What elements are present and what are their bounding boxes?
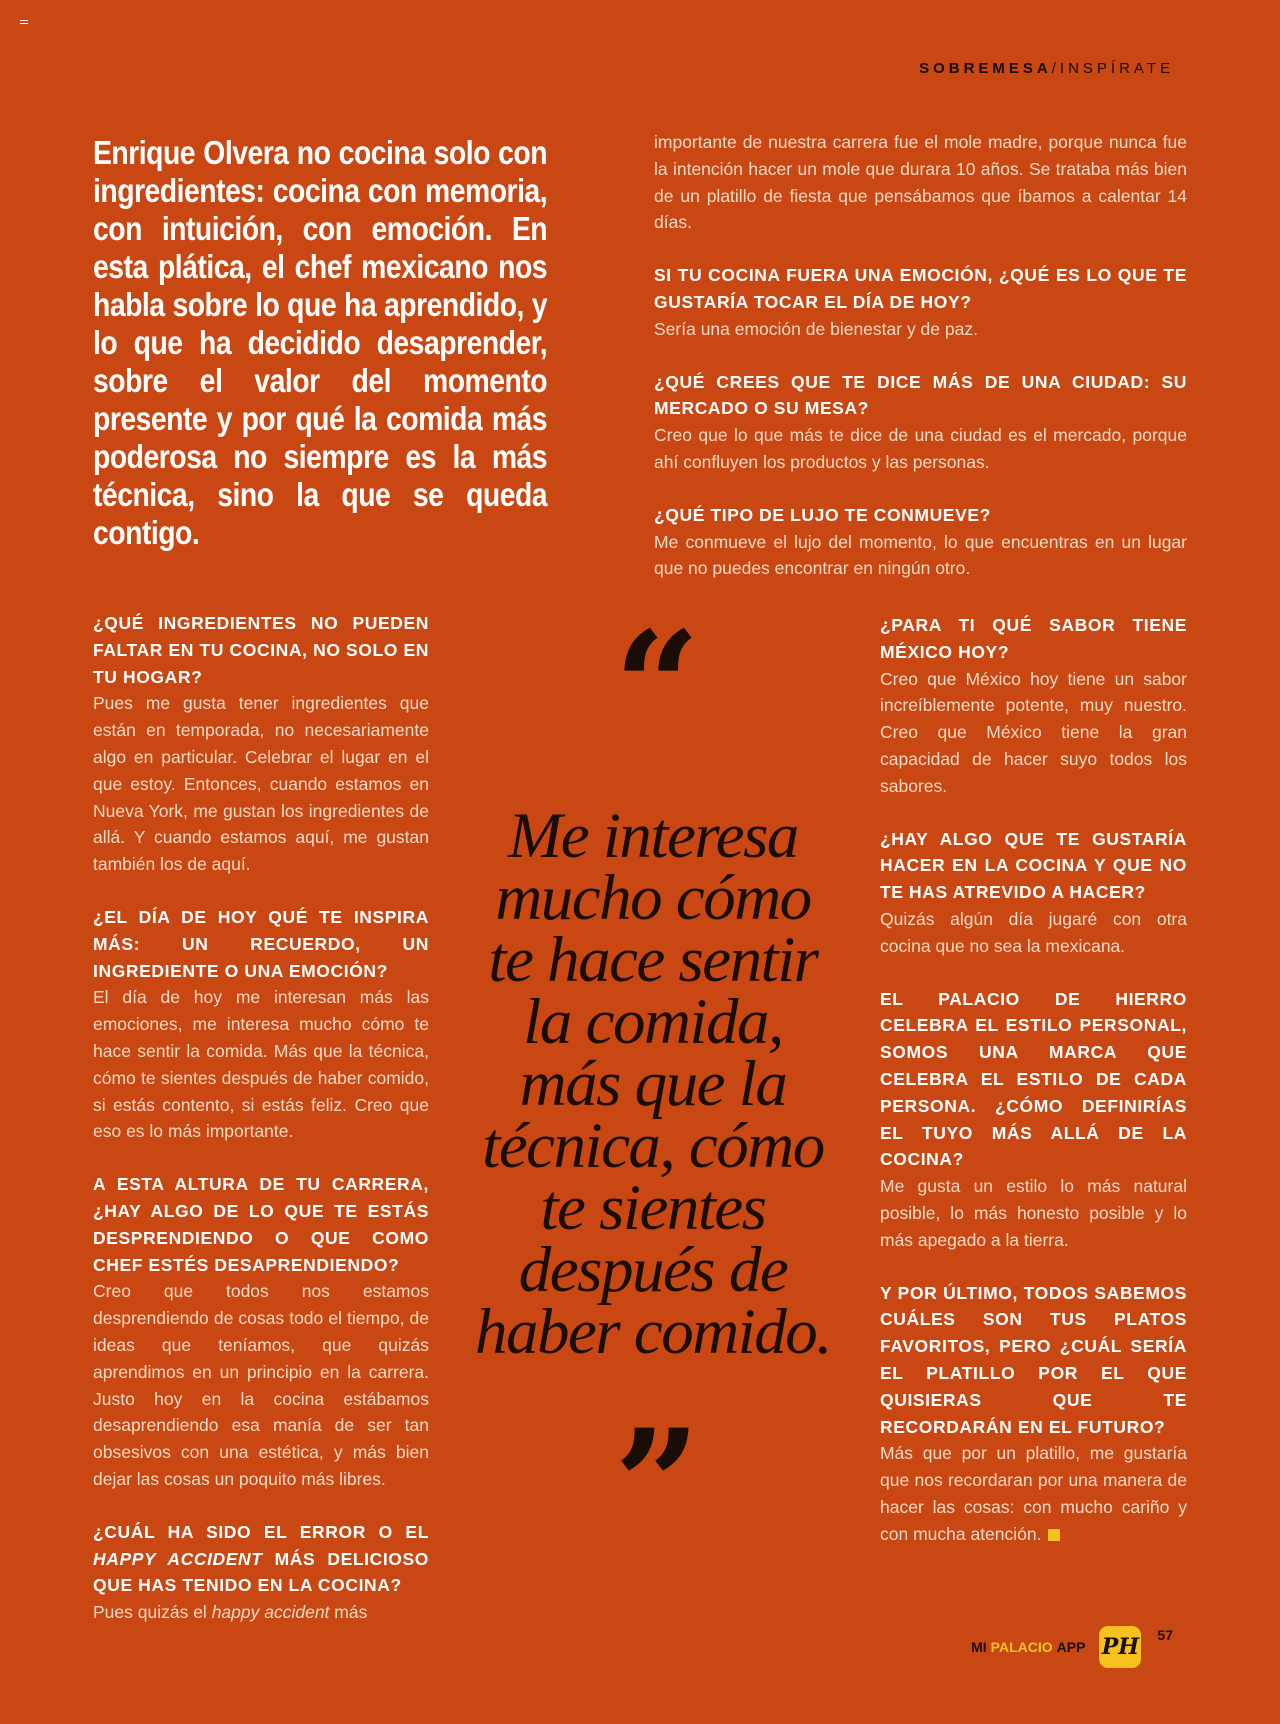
open-quote-mark: “ [614,599,701,775]
footer-palacio: PALACIO [990,1639,1053,1655]
answer [93,1599,429,1626]
question: A ESTA ALTURA DE TU CARRERA, ¿HAY ALGO DE LO QUE TE ESTÁS DESPRENDIENDO O QUE COMO CHEF ESTÉS DESAPRENDIENDO? [93,1174,429,1275]
answer: Me conmueve el lujo del momento, lo que encuentras en un lugar que no puedes encontrar en ningún otro. [654,531,1187,579]
column-right [880,612,1187,1548]
page-number: 57 [1157,1627,1173,1643]
answer-text: Más que por un platillo, me gustaría que nos recordaran por una manera de hacer las cosas: con mucho cariño y con mucha atención. [880,1443,1187,1544]
intro-paragraph: Enrique Olvera no cocina solo con ingredientes: cocina con memoria, con intuición, con emoción. En esta plática, el chef mexicano nos habla sobre lo que ha aprendido, y lo que ha decidido desaprender, sobre el valor del momento presente y por qué la comida más poderosa no siempre es la más técnica, sino la que se queda contigo. [93,134,548,551]
answer-final [880,1440,1187,1547]
section-separator: / [1051,60,1060,77]
answer: Creo que todos nos estamos desprendiendo de cosas todo el tiempo, de ideas que teníamos, que quizás aprendimos en un principio en la carrera. Justo hoy en la cocina estábamos desaprendiendo esa manía de ser tan obsesivos con una estética, y más bien dejar las cosas un poquito más libres. [93,1281,429,1489]
question: ¿EL DÍA DE HOY QUÉ TE INSPIRA MÁS: UN RECUERDO, UN INGREDIENTE O UNA EMOCIÓN? [93,906,429,981]
question: EL PALACIO DE HIERRO CELEBRA EL ESTILO PERSONAL, SOMOS UNA MARCA QUE CELEBRA EL ESTILO DE CADA PERSONA. ¿CÓMO DEFINIRÍAS EL TUYO MÁS ALLÁ DE LA COCINA? [880,988,1187,1170]
question: Y POR ÚLTIMO, TODOS SABEMOS CUÁLES SON TUS PLATOS FAVORITOS, PERO ¿CUÁL SERÍA EL PLATILLO POR EL QUE QUISIERAS QUE TE RECORDARÁN EN EL FUTURO? [880,1282,1187,1437]
question: ¿PARA TI QUÉ SABOR TIENE MÉXICO HOY? [880,615,1187,662]
question-italic: HAPPY ACCIDENT [93,1548,263,1569]
question: ¿QUÉ CREES QUE TE DICE MÁS DE UNA CIUDAD: SU MERCADO O SU MESA? [654,371,1187,419]
column-top-right [654,129,1187,582]
close-quote-mark: ” [614,1397,701,1573]
question: ¿QUÉ TIPO DE LUJO TE CONMUEVE? [654,504,991,525]
answer-italic: happy accident [211,1602,330,1623]
section-label: SOBREMESA [919,60,1052,77]
answer: Creo que México hoy tiene un sabor increíblemente potente, muy nuestro. Creo que México tiene la gran capacidad de hacer suyo todos los sabores. [880,668,1187,796]
palacio-app-icon[interactable] [1099,1626,1141,1668]
answer: Sería una emoción de bienestar y de paz. [654,318,978,339]
question-part: MÁS DELICIOSO QUE HAS TENIDO EN LA COCINA? [93,1548,429,1596]
question: ¿QUÉ INGREDIENTES NO PUEDEN FALTAR EN TU COCINA, NO SOLO EN TU HOGAR? [93,613,429,687]
answer-part: más [329,1602,368,1623]
question: ¿HAY ALGO QUE TE GUSTARÍA HACER EN LA COCINA Y QUE NO TE HAS ATREVIDO A HACER? [880,828,1187,903]
footer [971,1625,1173,1669]
footer-mi: MI [971,1639,987,1655]
answer-continuation: importante de nuestra carrera fue el mole madre, porque nunca fue la intención hacer un mole que durara 10 años. Se trataba más bien de un platillo de fiesta que pensábamos que íbamos a calentar 14 días. [654,132,1187,233]
corner-mark [20,20,28,26]
app-icon-letters: PH [1101,1634,1140,1660]
answer: Creo que lo que más te dice de una ciudad es el mercado, porque ahí confluyen los productos y las personas. [654,425,1187,472]
subsection-label: INSPÍRATE [1059,60,1174,77]
end-mark-icon [1048,1529,1060,1541]
column-left [93,610,429,1626]
section-header [919,60,1174,77]
answer: Me gusta un estilo lo más natural posible, lo más honesto posible y lo más apegado a la tierra. [880,1176,1187,1250]
answer: Pues me gusta tener ingredientes que están en temporada, no necesariamente algo en particular. Celebrar el lugar en el que estoy. Entonces, cuando estamos en Nueva York, me gustan los ingredientes de allá. Y cuando estamos aquí, me gustan también los de aquí. [93,693,429,875]
question: SI TU COCINA FUERA UNA EMOCIÓN, ¿QUÉ ES LO QUE TE GUSTARÍA TOCAR EL DÍA DE HOY? [654,265,1187,312]
question-part: ¿CUÁL HA SIDO EL ERROR O EL [93,1521,429,1542]
footer-app: APP [1056,1639,1086,1655]
answer-part: Pues quizás el [93,1602,212,1623]
question [93,1519,429,1599]
pull-quote: Me interesa mucho cómo te hace sentir la comida, más que la técnica, cómo te sientes después de haber comido. [475,800,831,1368]
answer: El día de hoy me interesan más las emociones, me interesa mucho cómo te hace sentir la comida. Más que la técnica, cómo te sientes después de haber comido, si estás contento, si estás feliz. Creo que eso es lo más importante. [93,987,429,1142]
answer: Quizás algún día jugaré con otra cocina que no sea la mexicana. [880,908,1187,956]
